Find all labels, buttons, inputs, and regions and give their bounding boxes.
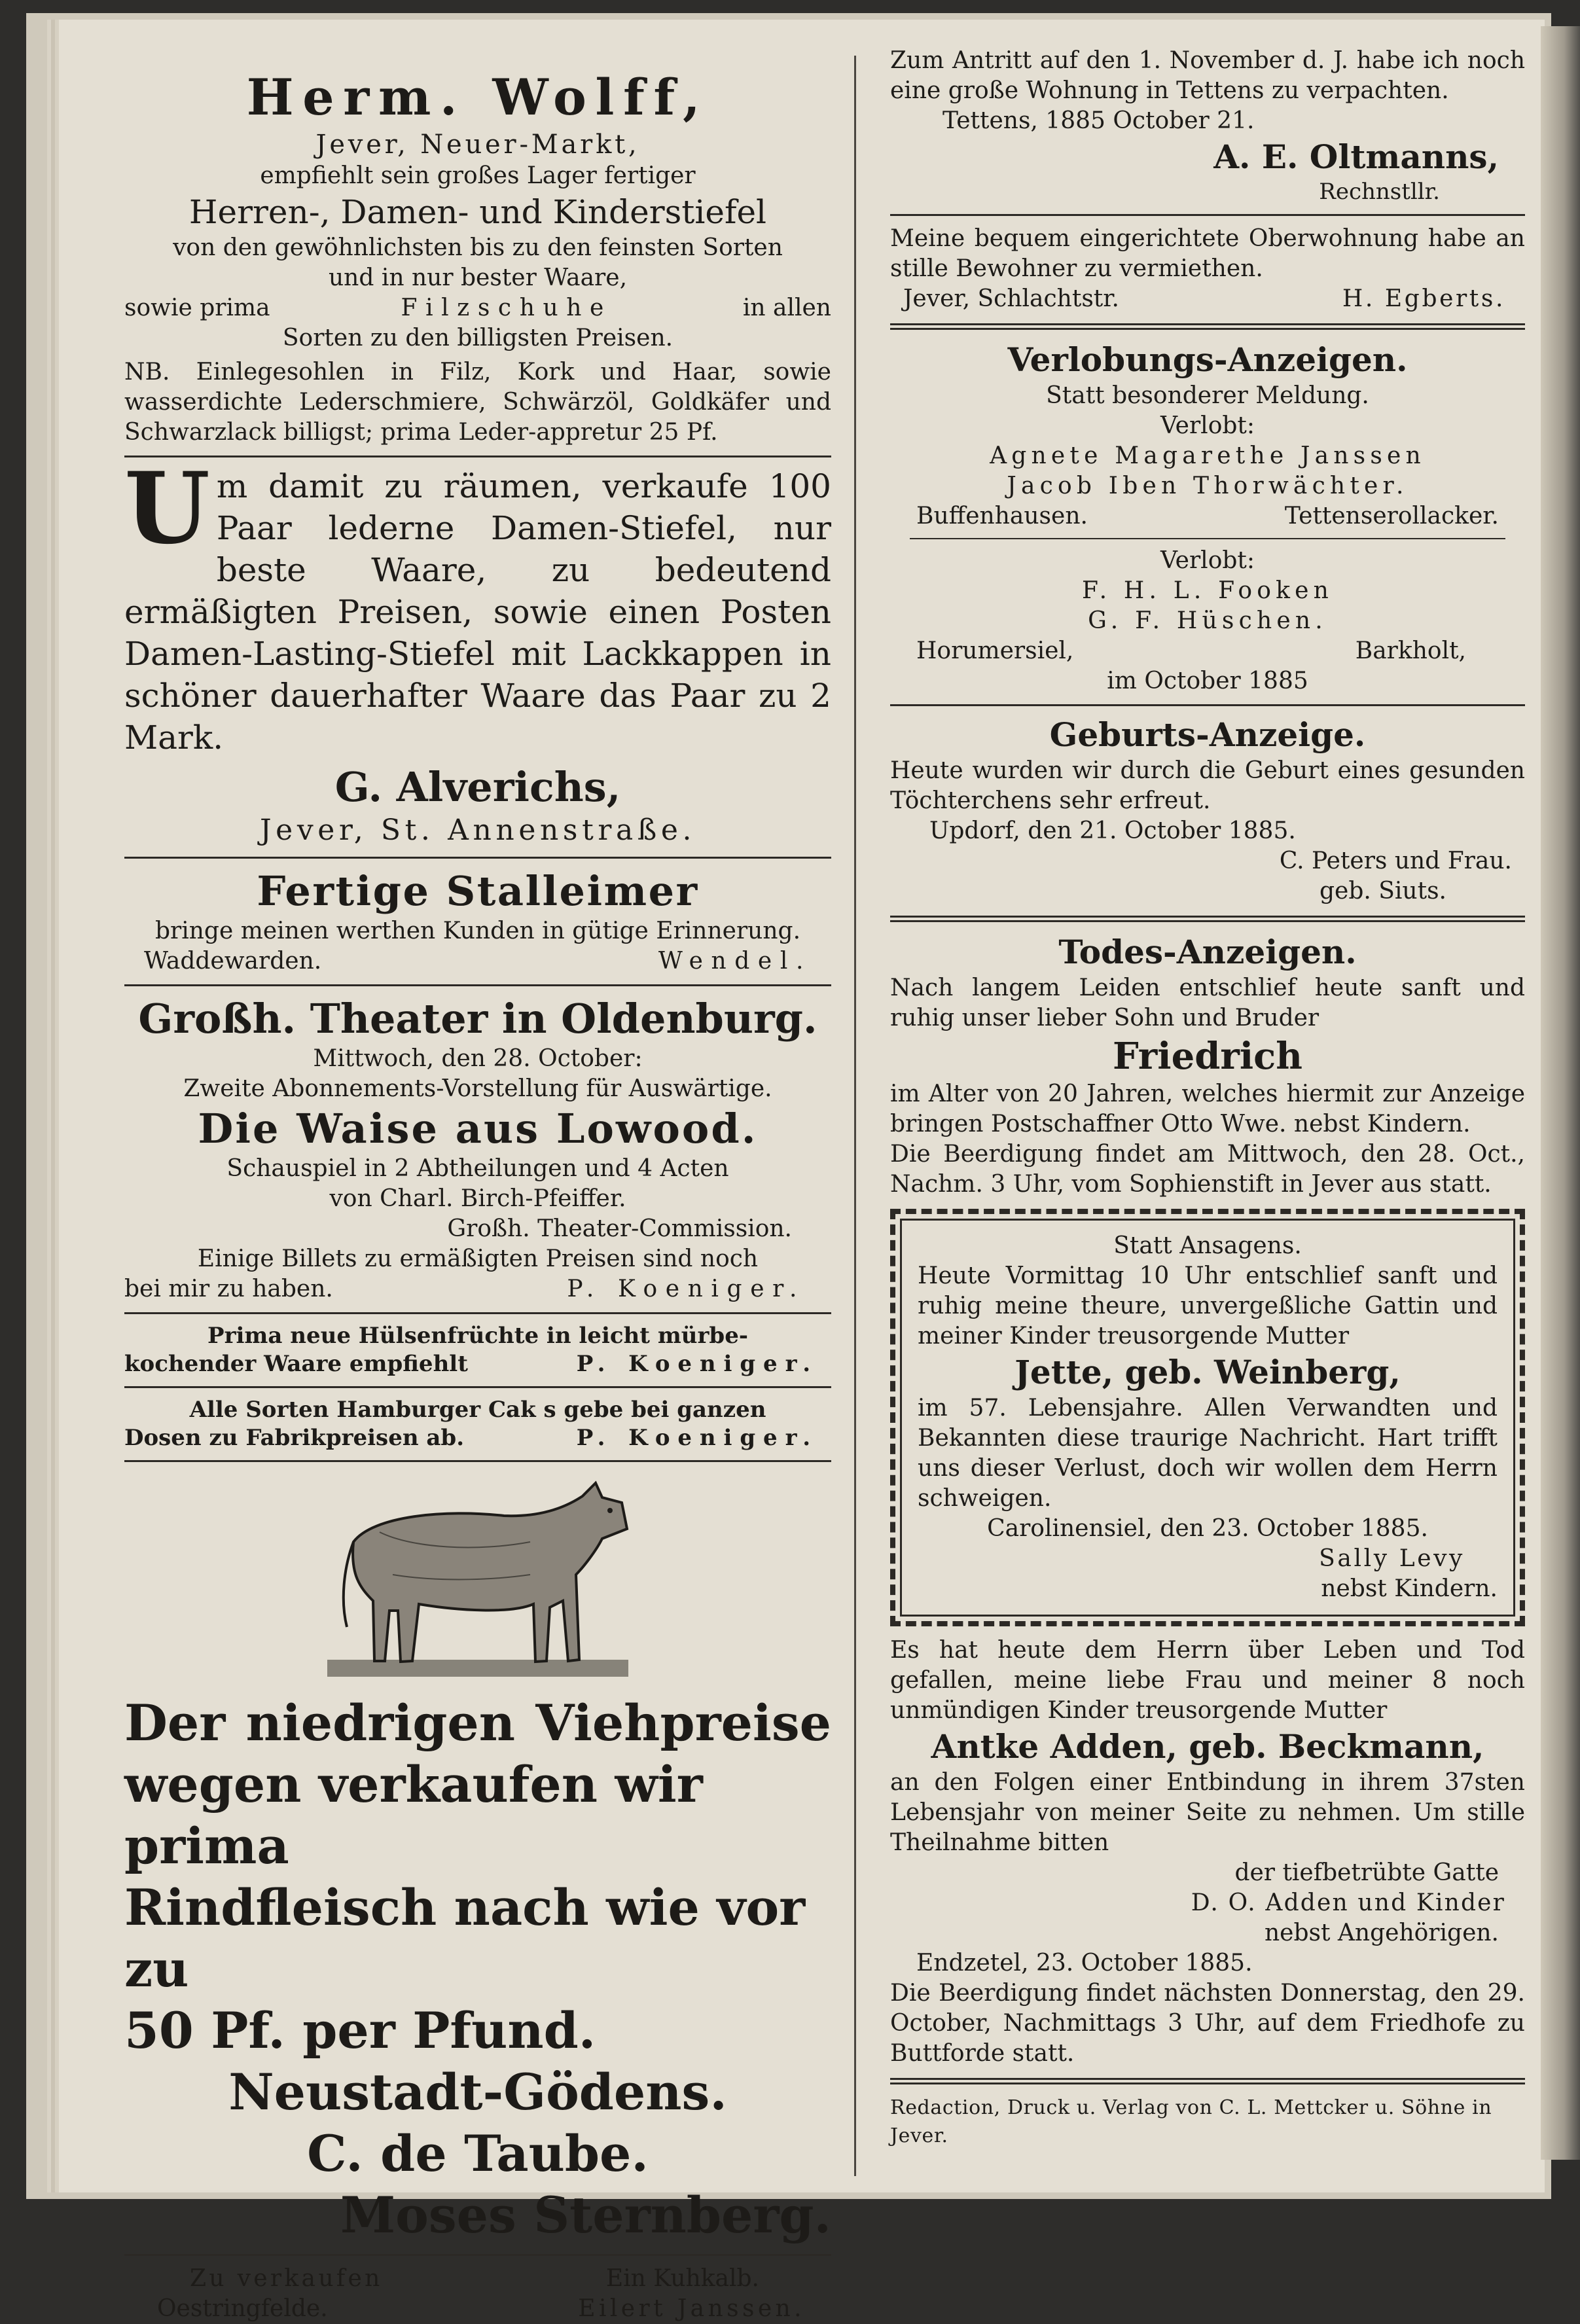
ad-place: Neustadt-Gödens. (228, 2063, 727, 2121)
ad-place-row (890, 636, 1525, 666)
geburt-section (890, 714, 1525, 906)
ad-signature: Eilert Janssen. (578, 2295, 805, 2322)
section-heading: Geburts-Anzeige. (1049, 715, 1366, 754)
koeniger-ad-2 (124, 1396, 831, 1452)
divider (910, 538, 1505, 539)
ad-text: Einige Billets zu ermäßigten Preisen sind noch (197, 1245, 759, 1272)
section-heading: Verlobungs-Anzeigen. (1007, 340, 1408, 379)
wolff-ad (124, 67, 831, 448)
ad-text: im 57. Lebensjahre. Allen Verwandten und Bekannten diese traurige Nachricht. Hart trifft uns dieser Verlust, doch wir wollen dem Herrn schweigen. (918, 1395, 1498, 1512)
ad-text: Statt Ansagens. (1113, 1232, 1302, 1259)
ad-text: NB. Einlegesohlen in Filz, Kork und Haar, sowie wasserdichte Lederschmiere, Schwärzöl, Goldkäfer und Schwarzlack billigst; prima Leder-appretur 25 Pf. (124, 359, 831, 446)
ad-text: Verlobt: (1160, 412, 1255, 439)
ad-text: empfiehlt sein großes Lager fertiger (260, 162, 696, 189)
ad-date: im October 1885 (1107, 668, 1308, 694)
ad-text: Meine bequem eingerichtete Oberwohnung habe an stille Bewohner zu vermiethen. (890, 225, 1525, 282)
ad-signature: C. Peters und Frau. (1279, 848, 1512, 874)
divider (124, 2254, 831, 2256)
kuhkalb-ad (124, 2264, 831, 2324)
ad-text: Nach langem Leiden entschlief heute sanft und ruhig unser lieber Sohn und Bruder (890, 974, 1525, 1031)
drop-cap: U (124, 451, 210, 566)
ad-text: m damit zu räumen, verkaufe 100 Paar lederne Damen-Stiefel, nur beste Waare, zu bedeutend ermäßigten Preisen, sowie einen Posten Damen-Lasting-Stiefel mit Lackkappen in schöner dauerhafter Waare das Paar zu 2 Mark. (124, 467, 831, 757)
ad-text: von den gewöhnlichsten bis zu den feinsten Sorten (173, 234, 783, 261)
divider (124, 984, 831, 986)
theater-ad (124, 994, 831, 1304)
ad-signature: P. Koeniger. (576, 1425, 818, 1451)
ad-text: Tettens, 1885 October 21. (943, 107, 1255, 134)
koeniger-ad-1 (124, 1322, 831, 1378)
ad-role: Rechnstllr. (1319, 179, 1440, 205)
ad-signature-row (124, 1350, 831, 1378)
ad-place: Oestringfelde. (157, 2295, 328, 2322)
ad-signature: nebst Kindern. (1321, 1575, 1498, 1602)
ad-text: Zum Antritt auf den 1. November d. J. habe ich noch eine große Wohnung in Tettens zu verpachten. (890, 47, 1525, 104)
double-divider (890, 916, 1525, 922)
ad-address: Jever, St. Annenstraße. (259, 813, 696, 847)
ad-text: Großh. Theater-Commission. (447, 1215, 792, 1242)
divider (124, 1312, 831, 1314)
todes-section (890, 931, 1525, 1200)
ad-name: G. F. Hüschen. (1088, 607, 1327, 634)
ad-text: an den Folgen einer Entbindung in ihrem 37sten Lebensjahr von meiner Seite zu nehmen. Um stille Theilnahme bitten (890, 1769, 1525, 1856)
ad-signature: H. Egberts. (1342, 285, 1505, 312)
ad-name: Antke Adden, geb. Beckmann, (931, 1727, 1484, 1766)
ad-text: Es hat heute dem Herrn über Leben und Tod gefallen, meine liebe Frau und meiner 8 noch unmündigen Kinder treusorgende Mutter (890, 1637, 1525, 1724)
divider (124, 857, 831, 859)
ad-text: Statt besonderer Meldung. (1046, 382, 1369, 409)
egberts-ad (890, 224, 1525, 314)
ad-text: Prima neue Hülsenfrüchte in leicht mürbe- (207, 1323, 748, 1349)
book-binding (1541, 26, 1580, 2160)
ad-signature: Moses Sternberg. (340, 2186, 831, 2244)
ad-date: Updorf, den 21. October 1885. (929, 817, 1296, 844)
ad-signature-row (124, 1274, 831, 1304)
stalleimer-ad (124, 867, 831, 976)
ad-text: Zweite Abonnements-Vorstellung für Auswärtige. (183, 1075, 772, 1102)
ad-signature: Sally Levy (1319, 1545, 1465, 1572)
ad-name: Agnete Magarethe Janssen (990, 442, 1426, 469)
right-column (890, 46, 1525, 2150)
mourning-box (890, 1209, 1525, 1626)
verlobung-section (890, 339, 1525, 696)
ad-text-row (124, 293, 831, 323)
ad-signature: D. O. Adden und Kinder (1191, 1889, 1505, 1916)
ad-text: Ein Kuhkalb. (605, 2265, 759, 2292)
ad-signature: der tiefbetrübte Gatte (1234, 1859, 1499, 1886)
ox-illustration (314, 1470, 641, 1686)
ad-heading: Der niedrigen Viehpreise (124, 1694, 831, 1752)
ad-signature: P. Koeniger. (576, 1351, 818, 1377)
ad-place: Barkholt, (1355, 637, 1466, 664)
ad-place: Tettenserollacker. (1284, 503, 1499, 529)
ad-signature-row (124, 1424, 831, 1452)
ad-heading: 50 Pf. per Pfund. (124, 2001, 596, 2060)
ad-place: Waddewarden. (144, 948, 322, 974)
ad-signature: C. de Taube. (307, 2124, 649, 2183)
ad-text: und in nur bester Waare, (328, 264, 628, 291)
ad-signature-row (124, 946, 831, 976)
ad-text: in allen (742, 295, 831, 321)
ad-heading: G. Alverichs, (334, 763, 621, 811)
double-divider (890, 323, 1525, 330)
ad-place: Jever, Schlachtstr. (903, 285, 1119, 312)
ad-signature: A. E. Oltmanns, (1213, 137, 1499, 176)
ad-text: Heute Vormittag 10 Uhr entschlief sanft und ruhig meine theure, unvergeßliche Gattin und meiner Kinder treusorgende Mutter (918, 1262, 1498, 1350)
ad-text: Alle Sorten Hamburger Cak s gebe bei ganzen (189, 1397, 766, 1423)
ad-text-row (124, 2264, 831, 2294)
ad-heading: wegen verkaufen wir prima (124, 1755, 703, 1875)
ad-text: bei mir zu haben. (124, 1276, 333, 1302)
ad-text: Die Beerdigung findet nächsten Donnerstag, den 29. October, Nachmittags 3 Uhr, auf dem Friedhofe zu Buttforde statt. (890, 1980, 1525, 2067)
alverichs-ad (124, 451, 831, 849)
ad-name: Jacob Iben Thorwächter. (1007, 473, 1409, 499)
ad-subheading: Herren-, Damen- und Kinderstiefel (189, 193, 767, 231)
ad-text: bringe meinen werthen Kunden in gütige Erinnerung. (154, 918, 801, 944)
ad-signature: geb. Siuts. (1319, 878, 1446, 904)
ad-text: Heute wurden wir durch die Geburt eines gesunden Töchterchens sehr erfreut. (890, 757, 1525, 814)
ad-text: Filzschuhe (401, 295, 612, 321)
divider (890, 704, 1525, 706)
ad-name: F. H. L. Fooken (1082, 577, 1333, 604)
ad-signature: nebst Angehörigen. (1264, 1920, 1499, 1946)
ad-text: Verlobt: (1160, 547, 1255, 574)
left-column (124, 46, 831, 2324)
ad-heading: Großh. Theater in Oldenburg. (138, 995, 817, 1043)
imprint: Redaction, Druck u. Verlag von C. L. Mettcker u. Söhne in Jever. (890, 2096, 1492, 2147)
ad-heading: Herm. Wolff, (246, 68, 709, 126)
ad-signature: Wendel. (658, 948, 812, 974)
viehpreise-ad (124, 1692, 831, 2246)
divider (124, 1386, 831, 1388)
ad-text: Mittwoch, den 28. October: (313, 1045, 643, 1072)
ad-text: im Alter von 20 Jahren, welches hiermit zur Anzeige bringen Postschaffner Otto Wwe. nebst Kindern. (890, 1081, 1525, 1137)
ad-address: Jever, Neuer-Markt, (315, 130, 640, 160)
ad-heading: Rindfleisch nach wie vor zu (124, 1878, 806, 1998)
divider (124, 456, 831, 457)
ad-place: Horumersiel, (916, 637, 1074, 664)
ad-name: Friedrich (1113, 1035, 1302, 1078)
ad-heading: Die Waise aus Lowood. (198, 1105, 758, 1153)
ad-text: Sorten zu den billigsten Preisen. (282, 325, 673, 351)
ad-text: kochender Waare empfiehlt (124, 1351, 468, 1377)
ad-signature-row (124, 2294, 831, 2324)
ad-text: von Charl. Birch-Pfeiffer. (329, 1185, 626, 1212)
section-heading: Todes-Anzeigen. (1058, 933, 1357, 971)
ad-signature: P. Koeniger. (567, 1276, 805, 1302)
ad-name: Jette, geb. Weinberg, (1014, 1353, 1401, 1391)
ad-signature-row (890, 284, 1525, 314)
ad-text: Zu verkaufen (190, 2265, 383, 2292)
divider (890, 214, 1525, 216)
ad-text: sowie prima (124, 295, 270, 321)
adden-ad (890, 1636, 1525, 2069)
ad-date: Endzetel, 23. October 1885. (916, 1950, 1253, 1976)
oltmanns-ad (890, 46, 1525, 206)
ad-place-row (890, 501, 1525, 531)
ad-date: Carolinensiel, den 23. October 1885. (987, 1515, 1428, 1542)
ad-body (124, 451, 831, 759)
ad-heading: Fertige Stalleimer (257, 867, 699, 915)
column-divider (854, 56, 856, 2176)
ad-text: Die Beerdigung findet am Mittwoch, den 28. Oct., Nachm. 3 Uhr, vom Sophienstift in Jever aus statt. (890, 1141, 1525, 1198)
divider (124, 1460, 831, 1462)
ad-place: Buffenhausen. (916, 503, 1088, 529)
ad-text: Dosen zu Fabrikpreisen ab. (124, 1425, 465, 1451)
ad-text: Schauspiel in 2 Abtheilungen und 4 Acten (226, 1155, 729, 1182)
double-divider (890, 2078, 1525, 2084)
